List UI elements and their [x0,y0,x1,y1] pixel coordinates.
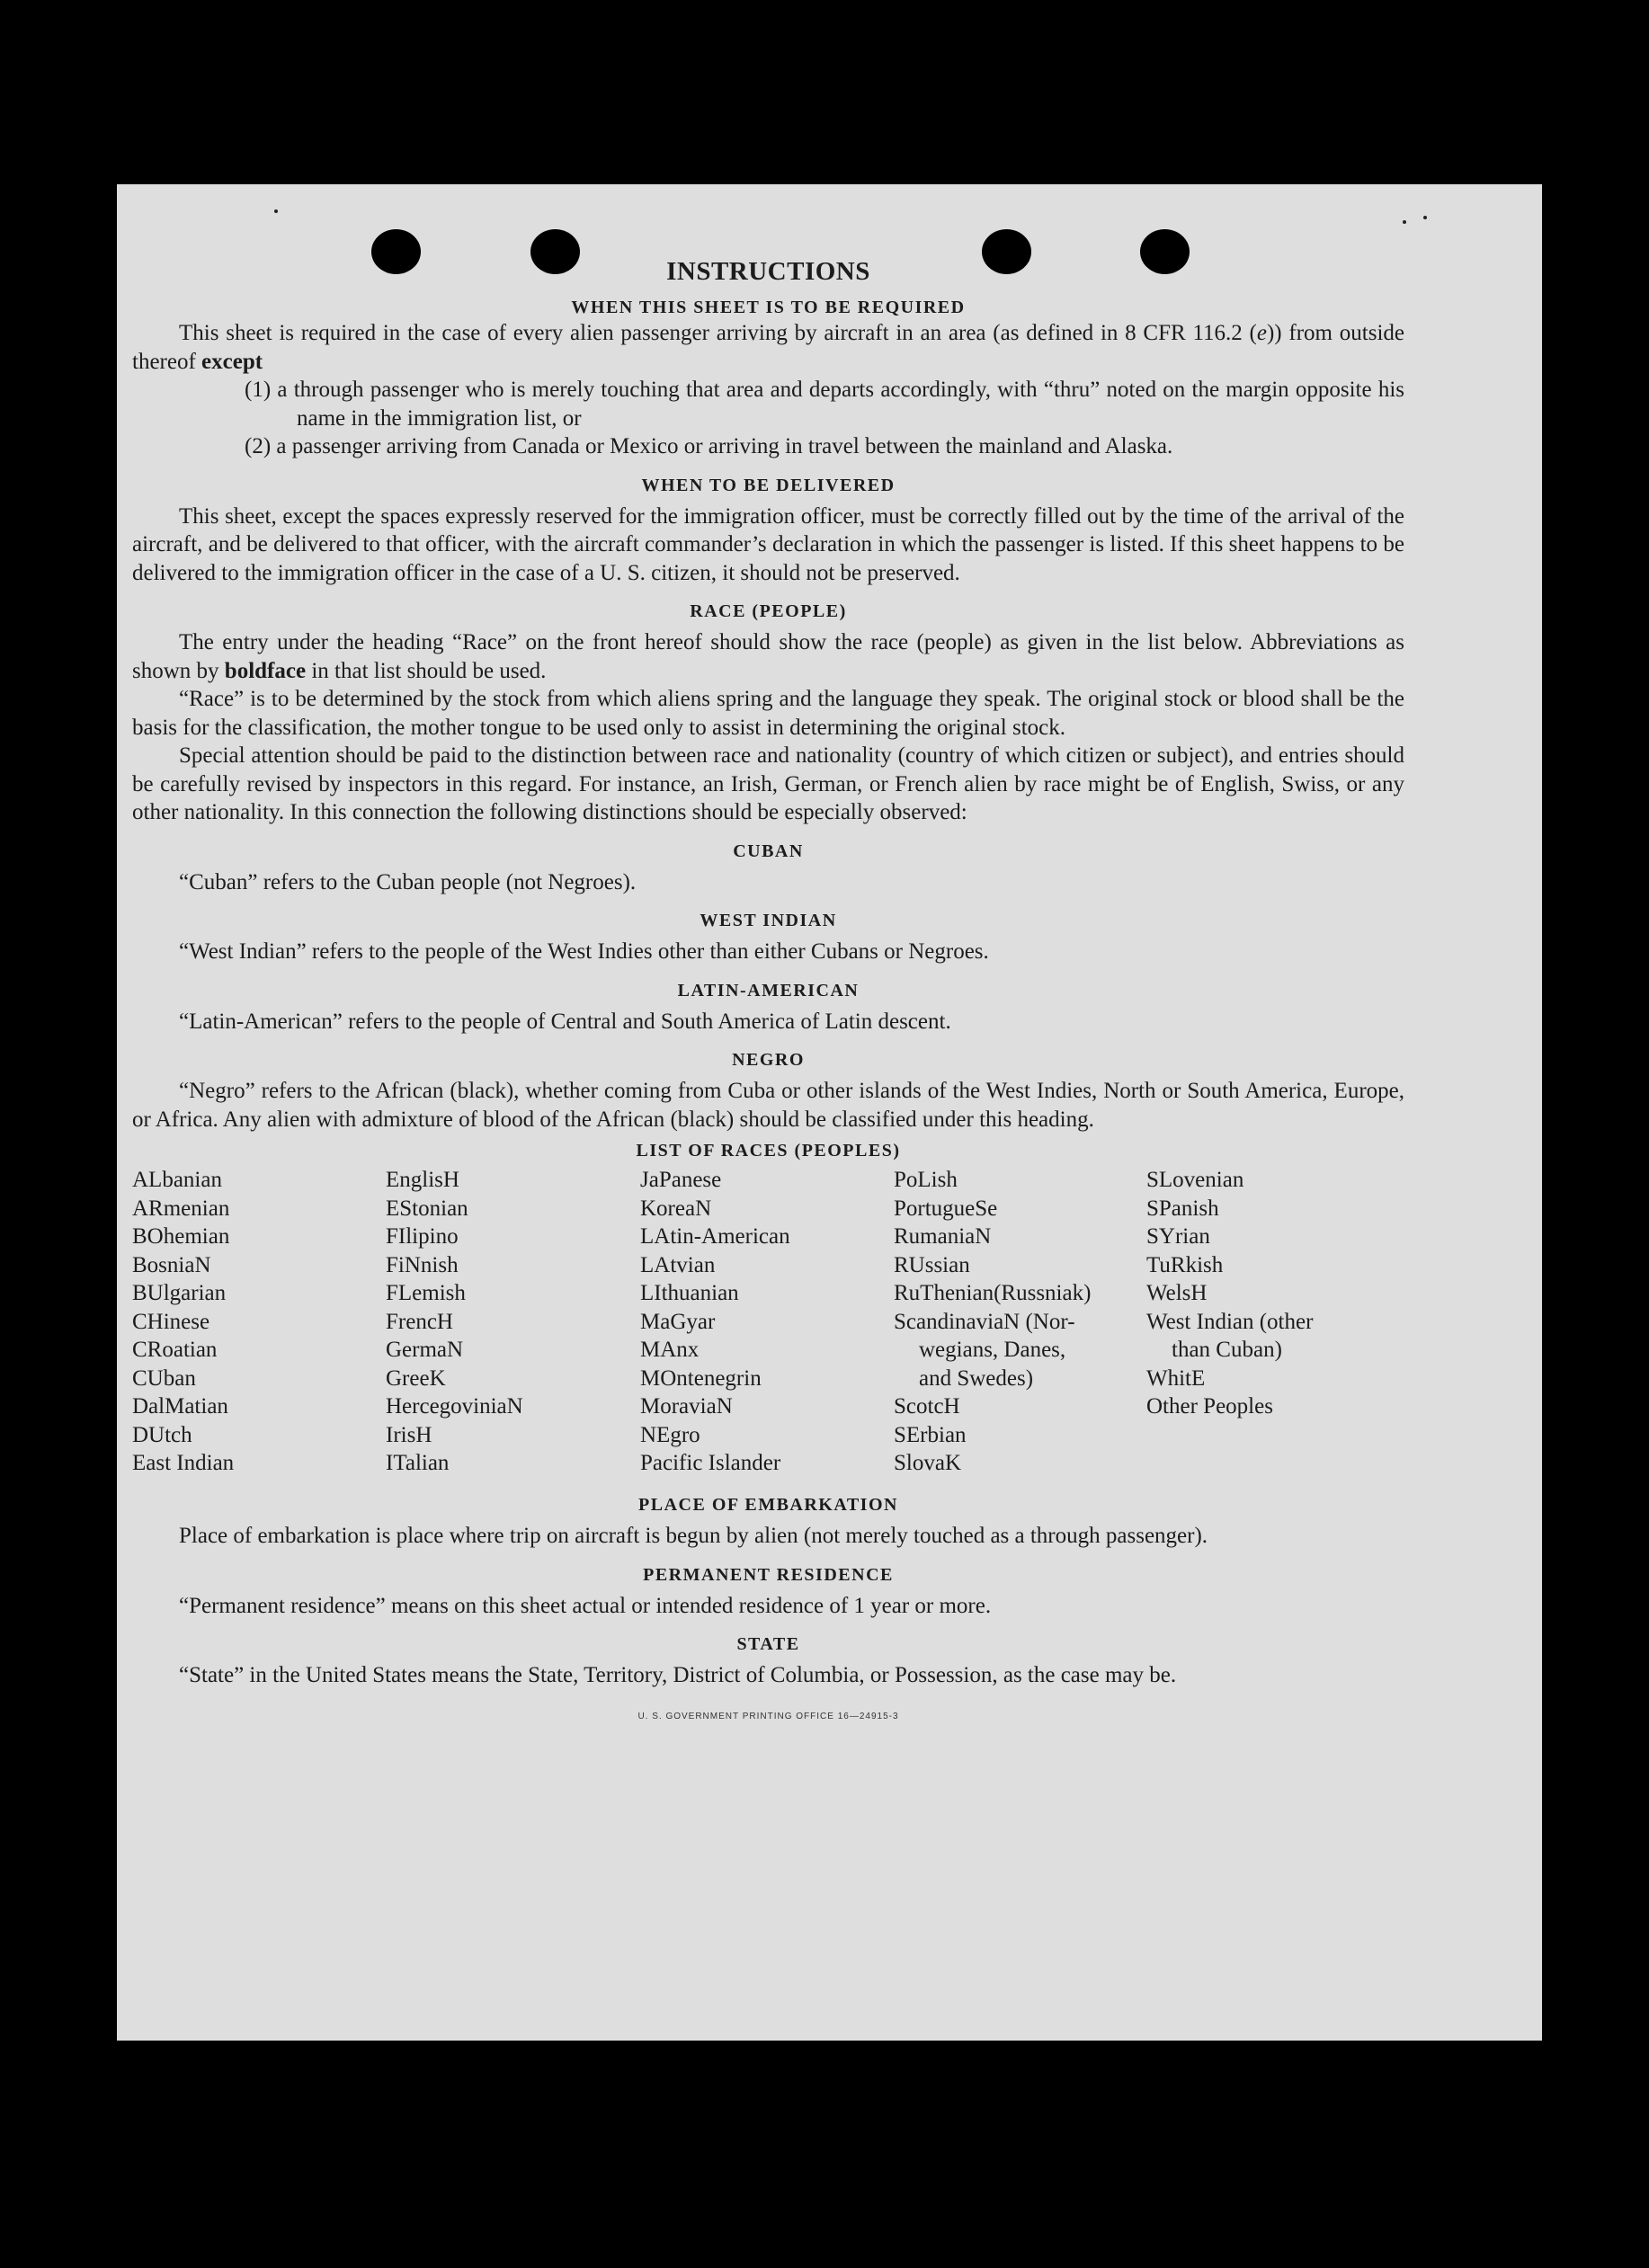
race-list-item: West Indian (other [1146,1309,1314,1334]
section-heading-delivered: WHEN TO BE DELIVERED [641,475,896,495]
race-column-3 [640,1166,790,1478]
race-list-item: PortugueSe [894,1196,998,1221]
race-list-item-continued: wegians, Danes, [919,1338,1066,1362]
race-list-item: MOntenegrin [640,1365,762,1391]
race-p1-text: The entry under the heading “Race” on the front hereof should show the race (people) as given in the list below. Abbreviations as shown by [132,630,1404,683]
required-intro-text-2: )) from outside thereof [132,321,1404,374]
race-list-item: SPanish [1146,1196,1219,1221]
section-heading-negro: NEGRO [732,1050,805,1070]
race-column-1 [132,1166,234,1478]
race-list-item: SLovenian [1146,1168,1244,1192]
race-column-5 [1146,1166,1313,1421]
race-list-item: RuThenian(Russniak) [894,1281,1092,1305]
race-list [132,1166,1404,1481]
race-list-item: CRoatian [132,1338,218,1362]
race-list-item: EStonian [386,1196,468,1221]
race-list-item: MaGyar [640,1309,716,1334]
race-p1-text-2: in that list should be used. [306,658,547,683]
race-list-item: FLemish [386,1281,466,1305]
page-title: INSTRUCTIONS [666,257,870,286]
required-item-1: (1) a through passenger who is merely touching that area and departs accordingly, with “thru” noted on the margin opposite his name in the immigration list, or [245,378,1404,431]
race-list-item: WhitE [1146,1365,1206,1391]
instructions-content [132,256,1404,1730]
required-item-2: (2) a passenger arriving from Canada or Mexico or arriving in travel between the mainland and Alaska. [245,434,1173,458]
section-heading-residence: PERMANENT RESIDENCE [643,1564,894,1585]
embarkation-text: Place of embarkation is place where trip on aircraft is begun by alien (not merely touched as a through passenger). [179,1524,1208,1548]
race-list-item: Pacific Islander [640,1451,781,1475]
race-list-item: GreeK [386,1365,446,1391]
race-list-item: East Indian [132,1451,235,1475]
section-heading-cuban: CUBAN [733,840,804,861]
race-list-item: WelsH [1146,1281,1208,1305]
race-list-item-continued: than Cuban) [1172,1338,1282,1362]
residence-text: “Permanent residence” means on this sheet actual or intended residence of 1 year or more. [179,1593,992,1618]
race-list-item: BosniaN [132,1252,211,1277]
delivered-text: This sheet, except the spaces expressly reserved for the immigration officer, must be correctly filled out by the time of the arrival of the aircraft, and be delivered to that officer, with the aircraft commander’s declaration in which the passenger is listed. If this sheet happens to be delivered to the immigration officer in the case of a U. S. citizen, it should not be preserved. [132,503,1404,585]
race-list-item-continued: and Swedes) [919,1365,1034,1391]
race-list-item: ScotcH [894,1394,960,1419]
required-intro-except: except [201,349,263,374]
document-sheet [117,184,1542,2041]
race-list-item: ITalian [386,1451,450,1475]
race-list-item: RumaniaN [894,1224,992,1249]
race-list-item: NEgro [640,1422,700,1447]
section-heading-race: RACE (PEOPLE) [690,601,847,621]
race-list-item: GermaN [386,1338,464,1362]
race-column-4 [894,1166,1091,1478]
section-heading-west-indian: WEST INDIAN [700,911,837,930]
section-heading-race-list: LIST OF RACES (PEOPLES) [636,1141,901,1161]
race-list-item: HercegoviniaN [386,1394,523,1419]
cuban-text: “Cuban” refers to the Cuban people (not Negroes). [179,869,637,894]
latin-american-text: “Latin-American” refers to the people of Central and South America of Latin descent. [179,1009,951,1034]
section-heading-embarkation: PLACE OF EMBARKATION [638,1495,898,1515]
race-list-item: JaPanese [640,1168,722,1192]
race-column-2 [386,1166,523,1478]
required-intro-italic: e [1256,321,1267,345]
race-list-item: RUssian [894,1252,970,1277]
race-list-item: LIthuanian [640,1281,739,1305]
race-paragraph-3: Special attention should be paid to the distinction between race and nationality (country of which citizen or subject), and entries should be carefully revised by inspectors in this regard. For instance, an Irish, German, or French alien by race might be of English, Swiss, or any other nationality. In this connection the following distinctions should be especially observed: [132,743,1404,824]
required-intro-text: This sheet is required in the case of every alien passenger arriving by aircraft in an area (as defined in 8 CFR 116.2 ( [179,321,1257,345]
race-paragraph-2: “Race” is to be determined by the stock from which aliens spring and the language they speak. The original stock or blood shall be the basis for the classification, the mother tongue to be used only to assist in determining the original stock. [132,687,1404,740]
race-list-item: PoLish [894,1168,958,1192]
race-list-item: KoreaN [640,1196,712,1221]
race-list-item: FrencH [386,1309,453,1334]
race-list-item: FiNnish [386,1252,459,1277]
race-list-item: DalMatian [132,1394,228,1419]
section-heading-state: STATE [736,1634,800,1654]
race-list-item: CHinese [132,1309,210,1334]
race-list-item: ALbanian [132,1168,222,1192]
required-intro [132,319,1404,376]
race-list-item: ARmenian [132,1196,230,1221]
section-heading-required: WHEN THIS SHEET IS TO BE REQUIRED [571,298,966,317]
race-list-item: FIlipino [386,1224,459,1249]
race-list-item: LAtin-American [640,1224,790,1249]
race-list-item: CUban [132,1365,196,1391]
race-list-item: MoraviaN [640,1394,733,1419]
race-list-item: SYrian [1146,1224,1210,1249]
race-list-item: EnglisH [386,1168,459,1192]
race-list-item: Other Peoples [1146,1394,1273,1419]
race-list-item: ScandinaviaN (Nor- [894,1309,1075,1334]
printing-office-footer: U. S. GOVERNMENT PRINTING OFFICE 16—24915-3 [637,1711,899,1721]
race-list-item: MAnx [640,1338,700,1362]
race-p1-bold: boldface [224,658,307,683]
race-list-item: SlovaK [894,1451,961,1475]
race-list-item: LAtvian [640,1252,716,1277]
speck-mark [274,209,278,213]
race-list-item: TuRkish [1146,1252,1224,1277]
race-list-item: SErbian [894,1422,967,1447]
race-list-item: BOhemian [132,1224,230,1249]
section-heading-latin-american: LATIN-AMERICAN [677,980,860,1001]
race-list-item: IrisH [386,1422,432,1447]
race-list-item: BUlgarian [132,1281,227,1305]
race-paragraph-1 [132,628,1404,685]
state-text: “State” in the United States means the State, Territory, District of Columbia, or Possession, as the case may be. [179,1663,1177,1687]
race-list-item: DUtch [132,1422,192,1447]
speck-mark [1403,220,1406,224]
speck-mark [1423,216,1427,219]
west-indian-text: “West Indian” refers to the people of the West Indies other than either Cubans or Negroes. [179,939,989,964]
negro-text: “Negro” refers to the African (black), whether coming from Cuba or other islands of the West Indies, North or South America, Europe, or Africa. Any alien with admixture of blood of the African (black) should be classified under this heading. [132,1079,1404,1132]
